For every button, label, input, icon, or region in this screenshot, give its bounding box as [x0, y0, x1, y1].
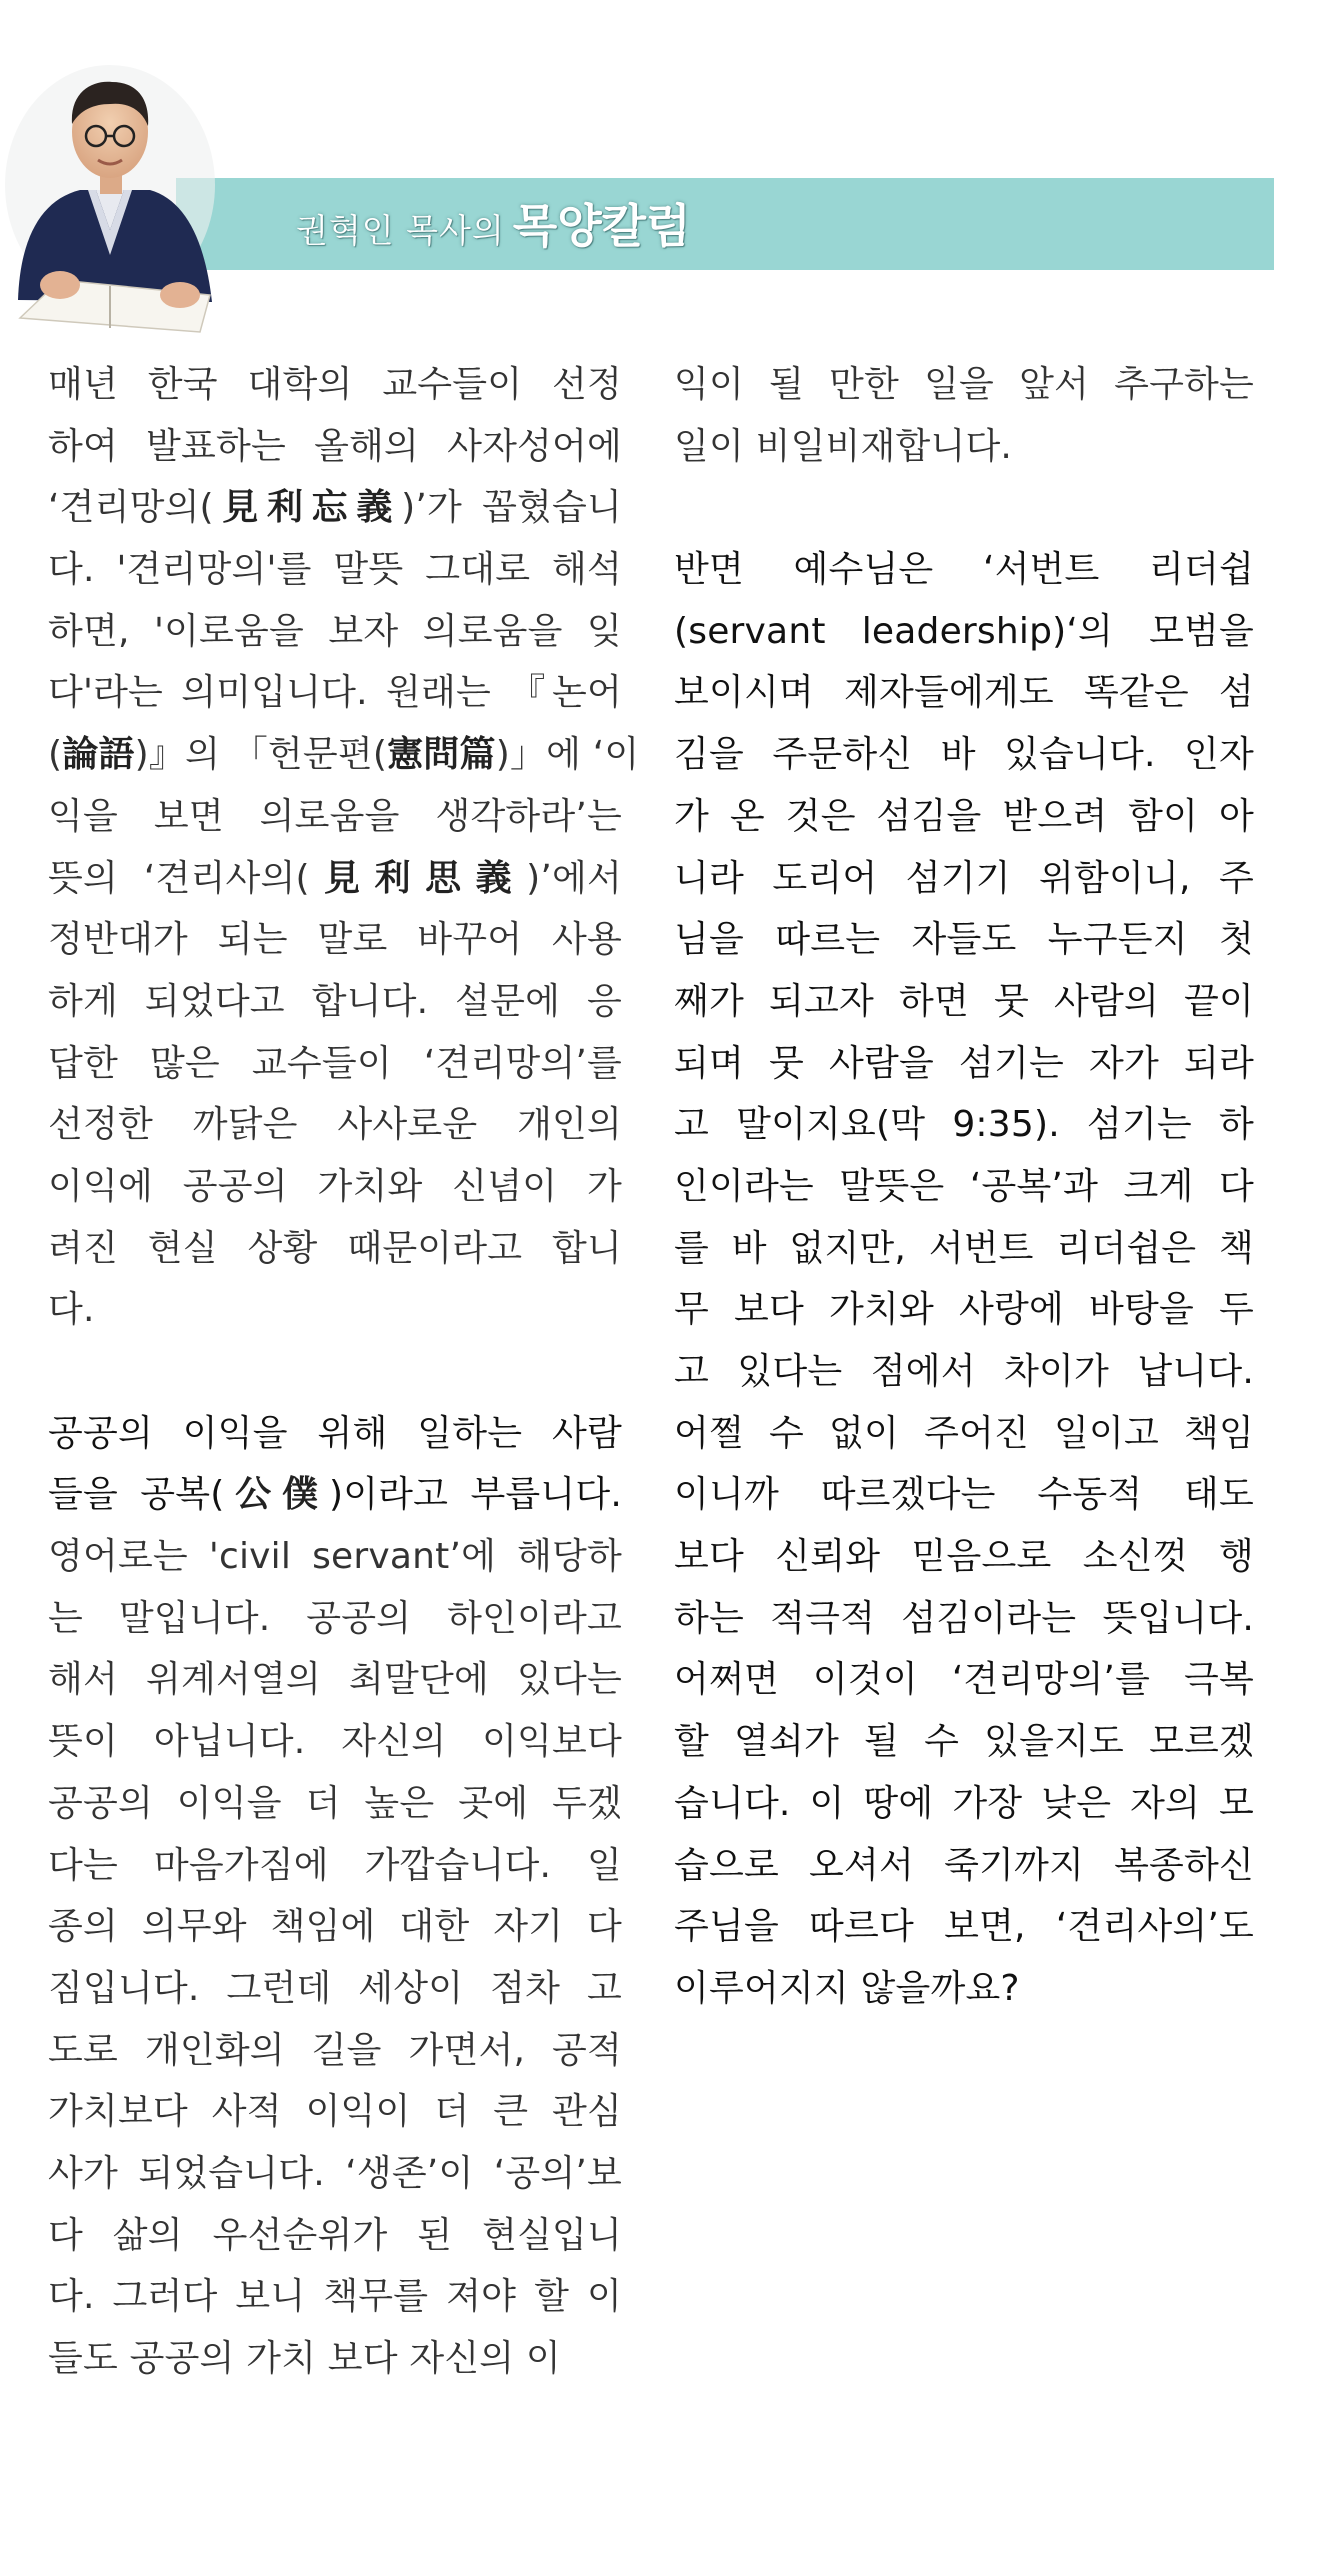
text-line: 님을 따르는 자들도 누구든지 첫: [674, 919, 1254, 961]
text-line: 인이라는 말뜻은 ‘공복’과 크게 다: [674, 1165, 1254, 1207]
column-title: [296, 196, 691, 256]
title-prefix: 권혁인 목사의: [296, 211, 505, 250]
text-line: 일이 비일비재합니다.: [674, 425, 1013, 467]
text-line: 려진 현실 상황 때문이라고 합니: [48, 1227, 622, 1269]
text-line: 하게 되었다고 합니다. 설문에 응: [48, 980, 622, 1022]
text-line: 어쩌면 이것이 ‘견리망의’를 극복: [674, 1659, 1254, 1701]
text-line: 익이 될 만한 일을 앞서 추구하는: [674, 364, 1254, 405]
text-line: (論語)』의 「헌문편(憲問篇)」에 ‘이: [48, 734, 640, 776]
text-line: 고 있다는 점에서 차이가 납니다.: [674, 1351, 1254, 1392]
text-line: 니라 도리어 섬기기 위함이니, 주: [674, 857, 1254, 899]
article-column-right: [674, 354, 1254, 2020]
text-line: 정반대가 되는 말로 바꾸어 사용: [48, 919, 622, 961]
text-line: 하면, '이로움을 보자 의로움을 잊: [48, 610, 622, 652]
text-line: 매년 한국 대학의 교수들이 선정: [48, 364, 622, 405]
text-line: 다 삶의 우선순위가 된 현실입니: [48, 2214, 622, 2256]
text-line: 공공의 이익을 더 높은 곳에 두겠: [48, 1782, 622, 1824]
article-column-left: [48, 354, 640, 2390]
text-line: 들도 공공의 가치 보다 자신의 이: [48, 2338, 561, 2379]
text-line: 다'라는 의미입니다. 원래는 『논어: [48, 672, 622, 714]
text-line: 영어로는 'civil servant’에 해당하: [48, 1536, 622, 1578]
author-photo: [0, 40, 230, 340]
text-line: 반면 예수님은 ‘서번트 리더쉽: [674, 549, 1254, 591]
text-line: 되며 뭇 사람을 섬기는 자가 되라: [674, 1042, 1254, 1084]
text-line: 이루어지지 않을까요?: [674, 1967, 1020, 2009]
text-line: 짐입니다. 그런데 세상이 점차 고: [48, 1967, 622, 2009]
text-line: 다.: [48, 1289, 95, 1331]
text-line: 는 말입니다. 공공의 하인이라고: [48, 1597, 622, 1639]
text-line: 어쩔 수 없이 주어진 일이고 책임: [674, 1412, 1254, 1454]
text-line: 다. '견리망의'를 말뜻 그대로 해석: [48, 549, 622, 591]
text-line: 고 말이지요(막 9:35). 섬기는 하: [674, 1104, 1254, 1146]
text-line: 보다 신뢰와 믿음으로 소신껏 행: [674, 1536, 1254, 1578]
text-line: 무 보다 가치와 사랑에 바탕을 두: [674, 1289, 1254, 1331]
text-line: 익을 보면 의로움을 생각하라’는: [48, 795, 622, 837]
text-line: 사가 되었습니다. ‘생존’이 ‘공의’보: [48, 2152, 622, 2194]
text-line: 해서 위계서열의 최말단에 있다는: [48, 1659, 622, 1701]
title-main: 목양칼럼: [512, 199, 691, 253]
text-line: 할 열쇠가 될 수 있을지도 모르겠: [674, 1721, 1254, 1763]
text-line: 김을 주문하신 바 있습니다. 인자: [674, 734, 1254, 776]
text-line: 를 바 없지만, 서번트 리더쉽은 책: [674, 1227, 1254, 1269]
text-line: 하여 발표하는 올해의 사자성어에: [48, 425, 622, 467]
text-line: 도로 개인화의 길을 가면서, 공적: [48, 2029, 622, 2071]
text-line: 보이시며 제자들에게도 똑같은 섬: [674, 672, 1254, 714]
text-line: 하는 적극적 섬김이라는 뜻입니다.: [674, 1597, 1254, 1639]
text-line: 답한 많은 교수들이 ‘견리망의’를: [48, 1042, 622, 1084]
paragraph-break: [48, 1341, 622, 1403]
text-line: 가 온 것은 섬김을 받으려 함이 아: [674, 795, 1254, 837]
text-line: 이니까 따르겠다는 수동적 태도: [674, 1474, 1254, 1516]
text-line: 다는 마음가짐에 가깝습니다. 일: [48, 1844, 622, 1886]
text-line: 뜻이 아닙니다. 자신의 이익보다: [48, 1721, 622, 1763]
text-line: 가치보다 사적 이익이 더 큰 관심: [48, 2091, 622, 2133]
text-line: 공공의 이익을 위해 일하는 사람: [48, 1412, 622, 1454]
text-line: 이익에 공공의 가치와 신념이 가: [48, 1165, 622, 1207]
text-line: 다. 그러다 보니 책무를 져야 할 이: [48, 2276, 622, 2318]
paragraph-break: [674, 477, 1254, 539]
text-line: 들을 공복(公僕)이라고 부릅니다.: [48, 1474, 623, 1516]
text-line: 종의 의무와 책임에 대한 자기 다: [48, 1906, 622, 1948]
text-line: 째가 되고자 하면 뭇 사람의 끝이: [674, 980, 1254, 1022]
text-line: ‘견리망의(見利忘義)’가 꼽혔습니: [48, 487, 622, 529]
text-line: 주님을 따르다 보면, ‘견리사의’도: [674, 1906, 1254, 1948]
text-line: 습으로 오셔서 죽기까지 복종하신: [674, 1844, 1254, 1886]
text-line: 선정한 까닭은 사사로운 개인의: [48, 1104, 622, 1146]
text-line: 습니다. 이 땅에 가장 낮은 자의 모: [674, 1782, 1254, 1824]
text-line: 뜻의 ‘견리사의(見利思義)’에서: [48, 857, 622, 899]
text-line: (servant leadership)‘의 모범을: [674, 610, 1254, 652]
